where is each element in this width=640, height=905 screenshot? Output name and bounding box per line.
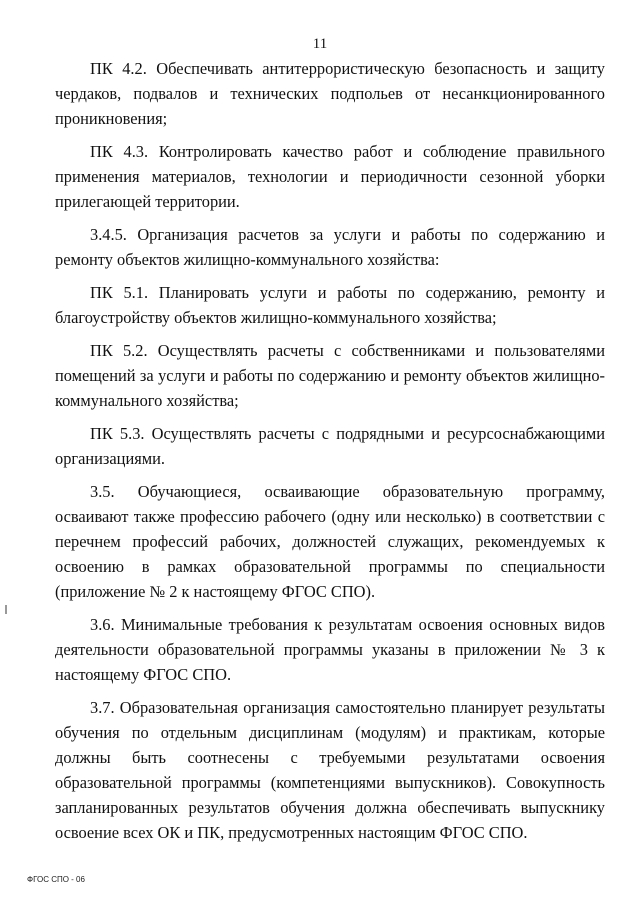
paragraph-3-6: 3.6. Минимальные требования к результатам освоения основных видов деятельности образовательной программы указаны в приложении № 3 к настоящему ФГОС СПО.: [55, 615, 605, 684]
paragraph-pk-5-1: ПК 5.1. Планировать услуги и работы по содержанию, ремонту и благоустройству объектов жилищно-коммунального хозяйства;: [55, 283, 605, 327]
paragraph-3-7: 3.7. Образовательная организация самостоятельно планирует результаты обучения по отдельным дисциплинам (модулям) и практикам, которые должны быть соотнесены с требуемыми результатами освоения образовательной программы (компетенциями выпускников). Совокупность запланированных результатов обучения должна обеспечивать выпускнику освоение всех ОК и ПК, предусмотренных настоящим ФГОС СПО.: [55, 698, 605, 842]
paragraph-3-5: 3.5. Обучающиеся, осваивающие образовательную программу, осваивают также профессию рабочего (одну или несколько) в соответствии с перечнем профессий рабочих, должностей служащих, рекомендуемых к освоению в рамках образовательной программы по специальности (приложение № 2 к настоящему ФГОС СПО).: [55, 482, 605, 601]
paragraph-pk-5-3: ПК 5.3. Осуществлять расчеты с подрядными и ресурсоснабжающими организациями.: [55, 424, 605, 468]
document-body: [55, 56, 605, 845]
scan-edge-mark: [5, 605, 7, 614]
page-number: 11: [312, 36, 328, 52]
footer-label: ФГОС СПО - 06: [27, 875, 85, 884]
paragraph-pk-4-2: ПК 4.2. Обеспечивать антитеррористическую безопасность и защиту чердаков, подвалов и технических подпольев от несанкционированного проникновения;: [55, 59, 605, 128]
paragraph-pk-4-3: ПК 4.3. Контролировать качество работ и соблюдение правильного применения материалов, технологии и периодичности сезонной уборки прилегающей территории.: [55, 142, 605, 211]
paragraph-3-4-5: 3.4.5. Организация расчетов за услуги и работы по содержанию и ремонту объектов жилищно-коммунального хозяйства:: [55, 225, 605, 269]
paragraph-pk-5-2: ПК 5.2. Осуществлять расчеты с собственниками и пользователями помещений за услуги и работы по содержанию и ремонту объектов жилищно-коммунального хозяйства;: [55, 341, 605, 410]
